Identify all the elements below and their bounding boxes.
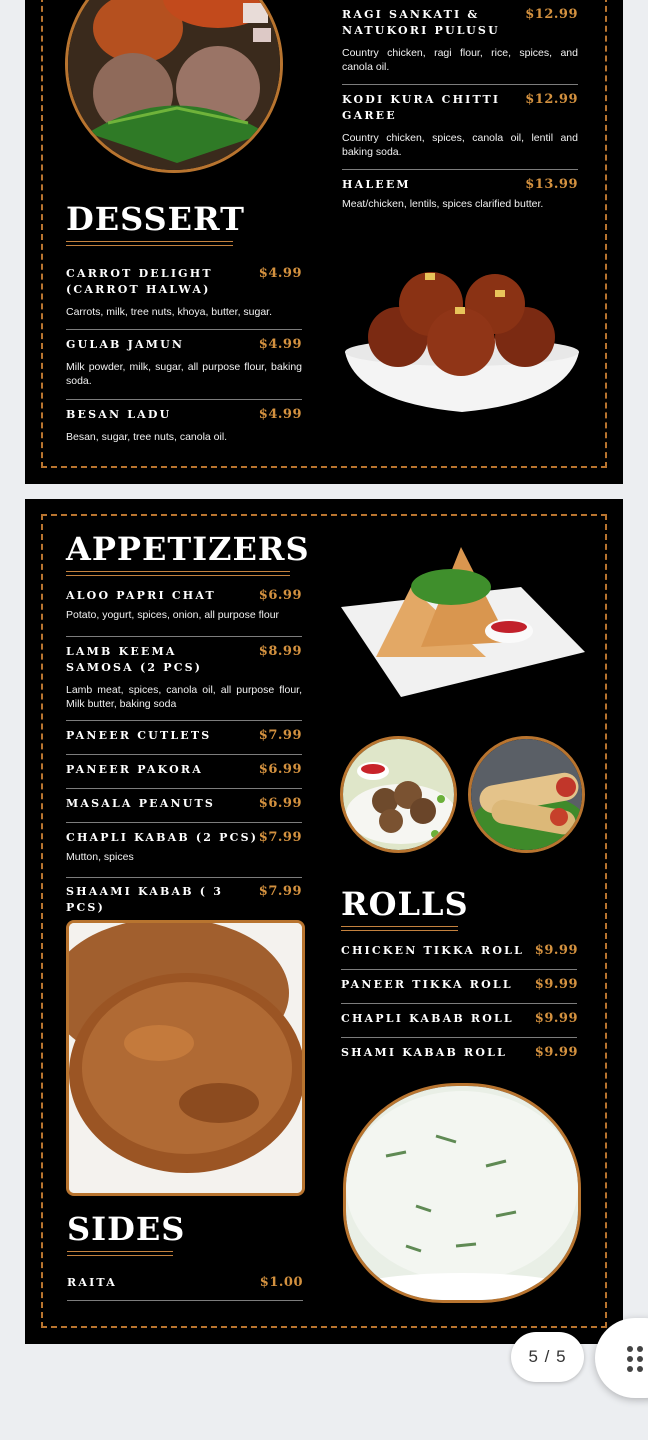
item-divider: [66, 822, 302, 823]
item-price: $4.99: [258, 337, 302, 352]
menu-page-5: [25, 499, 623, 1344]
item-name: ALOO PAPRI CHAT: [66, 589, 216, 602]
section-underline: [341, 926, 458, 931]
item-name: CHAPLI KABAB (2 PCS): [66, 831, 259, 844]
item-divider: [66, 399, 302, 400]
section-title-sides: SIDES: [67, 1210, 186, 1248]
section-title-dessert: DESSERT: [66, 200, 245, 238]
item-price: $7.99: [258, 884, 302, 899]
menu-item: [341, 1045, 578, 1061]
item-divider: [67, 1300, 303, 1301]
item-price: $9.99: [534, 1045, 578, 1060]
item-price: $4.99: [258, 266, 302, 281]
item-price: $7.99: [258, 728, 302, 743]
menu-item: [66, 796, 302, 812]
section-underline: [66, 571, 290, 576]
section-title-rolls: ROLLS: [341, 885, 469, 923]
menu-item: [66, 884, 302, 916]
item-name: GULAB JAMUN: [66, 338, 185, 351]
item-divider: [341, 1003, 577, 1004]
item-divider: [66, 788, 302, 789]
grid-dots-icon: [627, 1346, 643, 1372]
menu-item: [341, 1011, 578, 1027]
item-price: $12.99: [525, 7, 578, 22]
item-name: PANEER TIKKA ROLL: [341, 978, 513, 991]
raita-image: [343, 1083, 581, 1303]
item-price: $9.99: [534, 977, 578, 992]
menu-item: [67, 1275, 303, 1291]
item-price: $4.99: [258, 407, 302, 422]
samosa-image: [341, 547, 585, 699]
item-description: Milk powder, milk, sugar, all purpose flour, baking soda.: [66, 361, 302, 387]
item-price: $1.00: [259, 1275, 303, 1290]
item-description: Mutton, spices: [66, 851, 134, 863]
item-price: $6.99: [258, 796, 302, 811]
menu-item: [66, 266, 302, 319]
menu-item: [341, 943, 578, 959]
item-price: $12.99: [525, 92, 578, 107]
section-title-appetizers: APPETIZERS: [66, 530, 310, 568]
item-name: SHAMI KABAB ROLL: [341, 1046, 508, 1059]
menu-item: [66, 407, 302, 444]
section-underline: [67, 1251, 173, 1256]
menu-item: [66, 830, 302, 864]
item-name: RAITA: [67, 1276, 117, 1289]
item-description: Besan, sugar, tree nuts, canola oil.: [66, 431, 228, 443]
item-divider: [342, 169, 578, 170]
item-divider: [66, 329, 302, 330]
item-name: PANEER CUTLETS: [66, 729, 212, 742]
item-name: CARROT DELIGHT (CARROT HALWA): [66, 267, 213, 296]
item-description: Carrots, milk, tree nuts, khoya, butter, sugar.: [66, 306, 273, 318]
item-divider: [342, 84, 578, 85]
item-price: $13.99: [525, 177, 578, 192]
item-divider: [341, 1037, 577, 1038]
item-description: Meat/chicken, lentils, spices clarified butter.: [342, 198, 544, 210]
item-name: MASALA PEANUTS: [66, 797, 216, 810]
item-name: SHAAMI KABAB ( 3 PCS): [66, 885, 224, 914]
item-divider: [66, 720, 302, 721]
item-name: CHAPLI KABAB ROLL: [341, 1012, 514, 1025]
item-divider: [66, 877, 302, 878]
item-name: KODI KURA CHITTI GAREE: [342, 93, 501, 122]
item-name: PANEER PAKORA: [66, 763, 203, 776]
menu-item: [66, 588, 302, 622]
cutlet-image: [66, 920, 305, 1196]
item-divider: [66, 754, 302, 755]
menu-page-4: [25, 0, 623, 484]
item-price: $9.99: [534, 943, 578, 958]
menu-item: [66, 337, 302, 388]
menu-item: [342, 7, 578, 74]
item-divider: [66, 636, 302, 637]
menu-item: [66, 644, 302, 711]
item-description: Country chicken, spices, canola oil, lentil and baking soda.: [342, 132, 578, 158]
item-description: Country chicken, ragi flour, rice, spices, and canola oil.: [342, 47, 578, 73]
item-price: $6.99: [258, 588, 302, 603]
item-description: Lamb meat, spices, canola oil, all purpose flour, Milk butter, baking soda: [66, 684, 302, 710]
item-price: $8.99: [258, 644, 302, 659]
page-indicator: 5 / 5: [511, 1332, 584, 1382]
section-underline: [66, 241, 233, 246]
menu-item: [341, 977, 578, 993]
menu-item: [66, 728, 302, 744]
item-price: $9.99: [534, 1011, 578, 1026]
item-price: $7.99: [258, 830, 302, 845]
item-price: $6.99: [258, 762, 302, 777]
menu-item: [342, 92, 578, 159]
menu-item: [66, 762, 302, 778]
item-name: HALEEM: [342, 178, 411, 191]
item-name: BESAN LADU: [66, 408, 172, 421]
gulab-jamun-image: [343, 262, 581, 417]
item-name: CHICKEN TIKKA ROLL: [341, 944, 525, 957]
menu-item: [342, 177, 578, 211]
item-name: LAMB KEEMA SAMOSA (2 PCS): [66, 645, 203, 674]
item-name: RAGI SANKATI & NATUKORI PULUSU: [342, 8, 500, 37]
mixed-platter-image: [65, 0, 283, 173]
item-description: Potato, yogurt, spices, onion, all purpose flour: [66, 609, 280, 621]
wrap-roll-image: [468, 736, 585, 853]
pakora-image: [340, 736, 457, 853]
item-divider: [341, 969, 577, 970]
